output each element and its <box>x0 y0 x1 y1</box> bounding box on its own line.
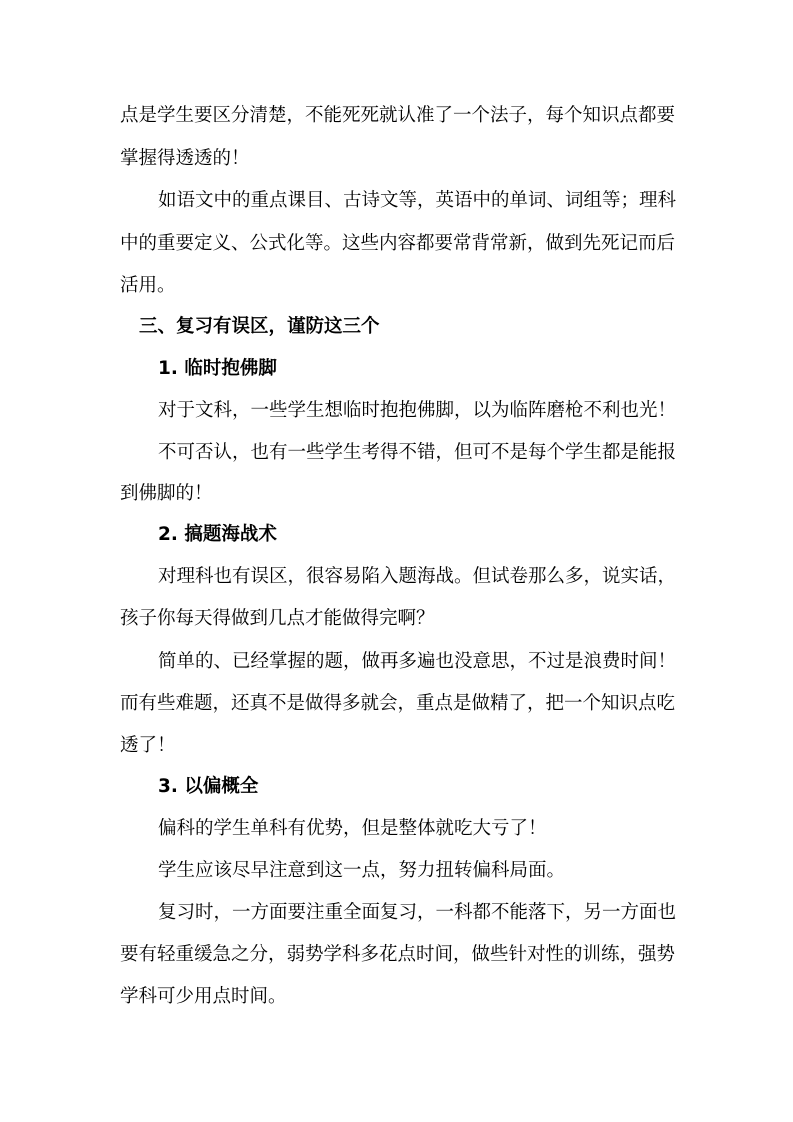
paragraph-line-12: 而有些难题，还真不是做得多就会，重点是做精了，把一个知识点吃 <box>120 693 676 714</box>
paragraph-line-16: 复习时，一方面要注重全面复习，一科都不能落下，另一方面也 <box>158 902 677 923</box>
paragraph-line-8: 到佛脚的！ <box>120 483 213 504</box>
paragraph-line-7: 不可否认，也有一些学生考得不错，但可不是每个学生都是能报 <box>158 442 677 463</box>
section-heading: 三、复习有误区，谨防这三个 <box>139 316 380 337</box>
paragraph-line-1: 点是学生要区分清楚，不能死死就认准了一个法子，每个知识点都要 <box>120 105 676 126</box>
paragraph-line-13: 透了！ <box>120 735 176 756</box>
paragraph-line-6: 对于文科，一些学生想临时抱抱佛脚，以为临阵磨枪不利也光！ <box>158 400 677 421</box>
paragraph-line-4: 中的重要定义、公式化等。这些内容都要常背常新，做到先死记而后 <box>120 233 676 254</box>
paragraph-line-3: 如语文中的重点课目、古诗文等，英语中的单词、词组等；理科 <box>158 190 677 211</box>
paragraph-line-17: 要有轻重缓急之分，弱势学科多花点时间，做些针对性的训练，强势 <box>120 944 676 965</box>
paragraph-line-10: 孩子你每天得做到几点才能做得完啊？ <box>120 608 435 629</box>
subheading-3: 3. 以偏概全 <box>158 776 259 797</box>
paragraph-line-5: 活用。 <box>120 275 176 296</box>
subheading-2: 2. 搞题海战术 <box>158 524 277 545</box>
subheading-1: 1. 临时抱佛脚 <box>158 358 277 379</box>
paragraph-line-11: 简单的、已经掌握的题，做再多遍也没意思，不过是浪费时间！ <box>158 651 677 672</box>
paragraph-line-18: 学科可少用点时间。 <box>120 986 287 1007</box>
paragraph-line-2: 掌握得透透的！ <box>120 148 250 169</box>
paragraph-line-9: 对理科也有误区，很容易陷入题海战。但试卷那么多，说实话， <box>158 566 677 587</box>
paragraph-line-14: 偏科的学生单科有优势，但是整体就吃大亏了！ <box>158 818 547 839</box>
paragraph-line-15: 学生应该尽早注意到这一点，努力扭转偏科局面。 <box>158 860 566 881</box>
